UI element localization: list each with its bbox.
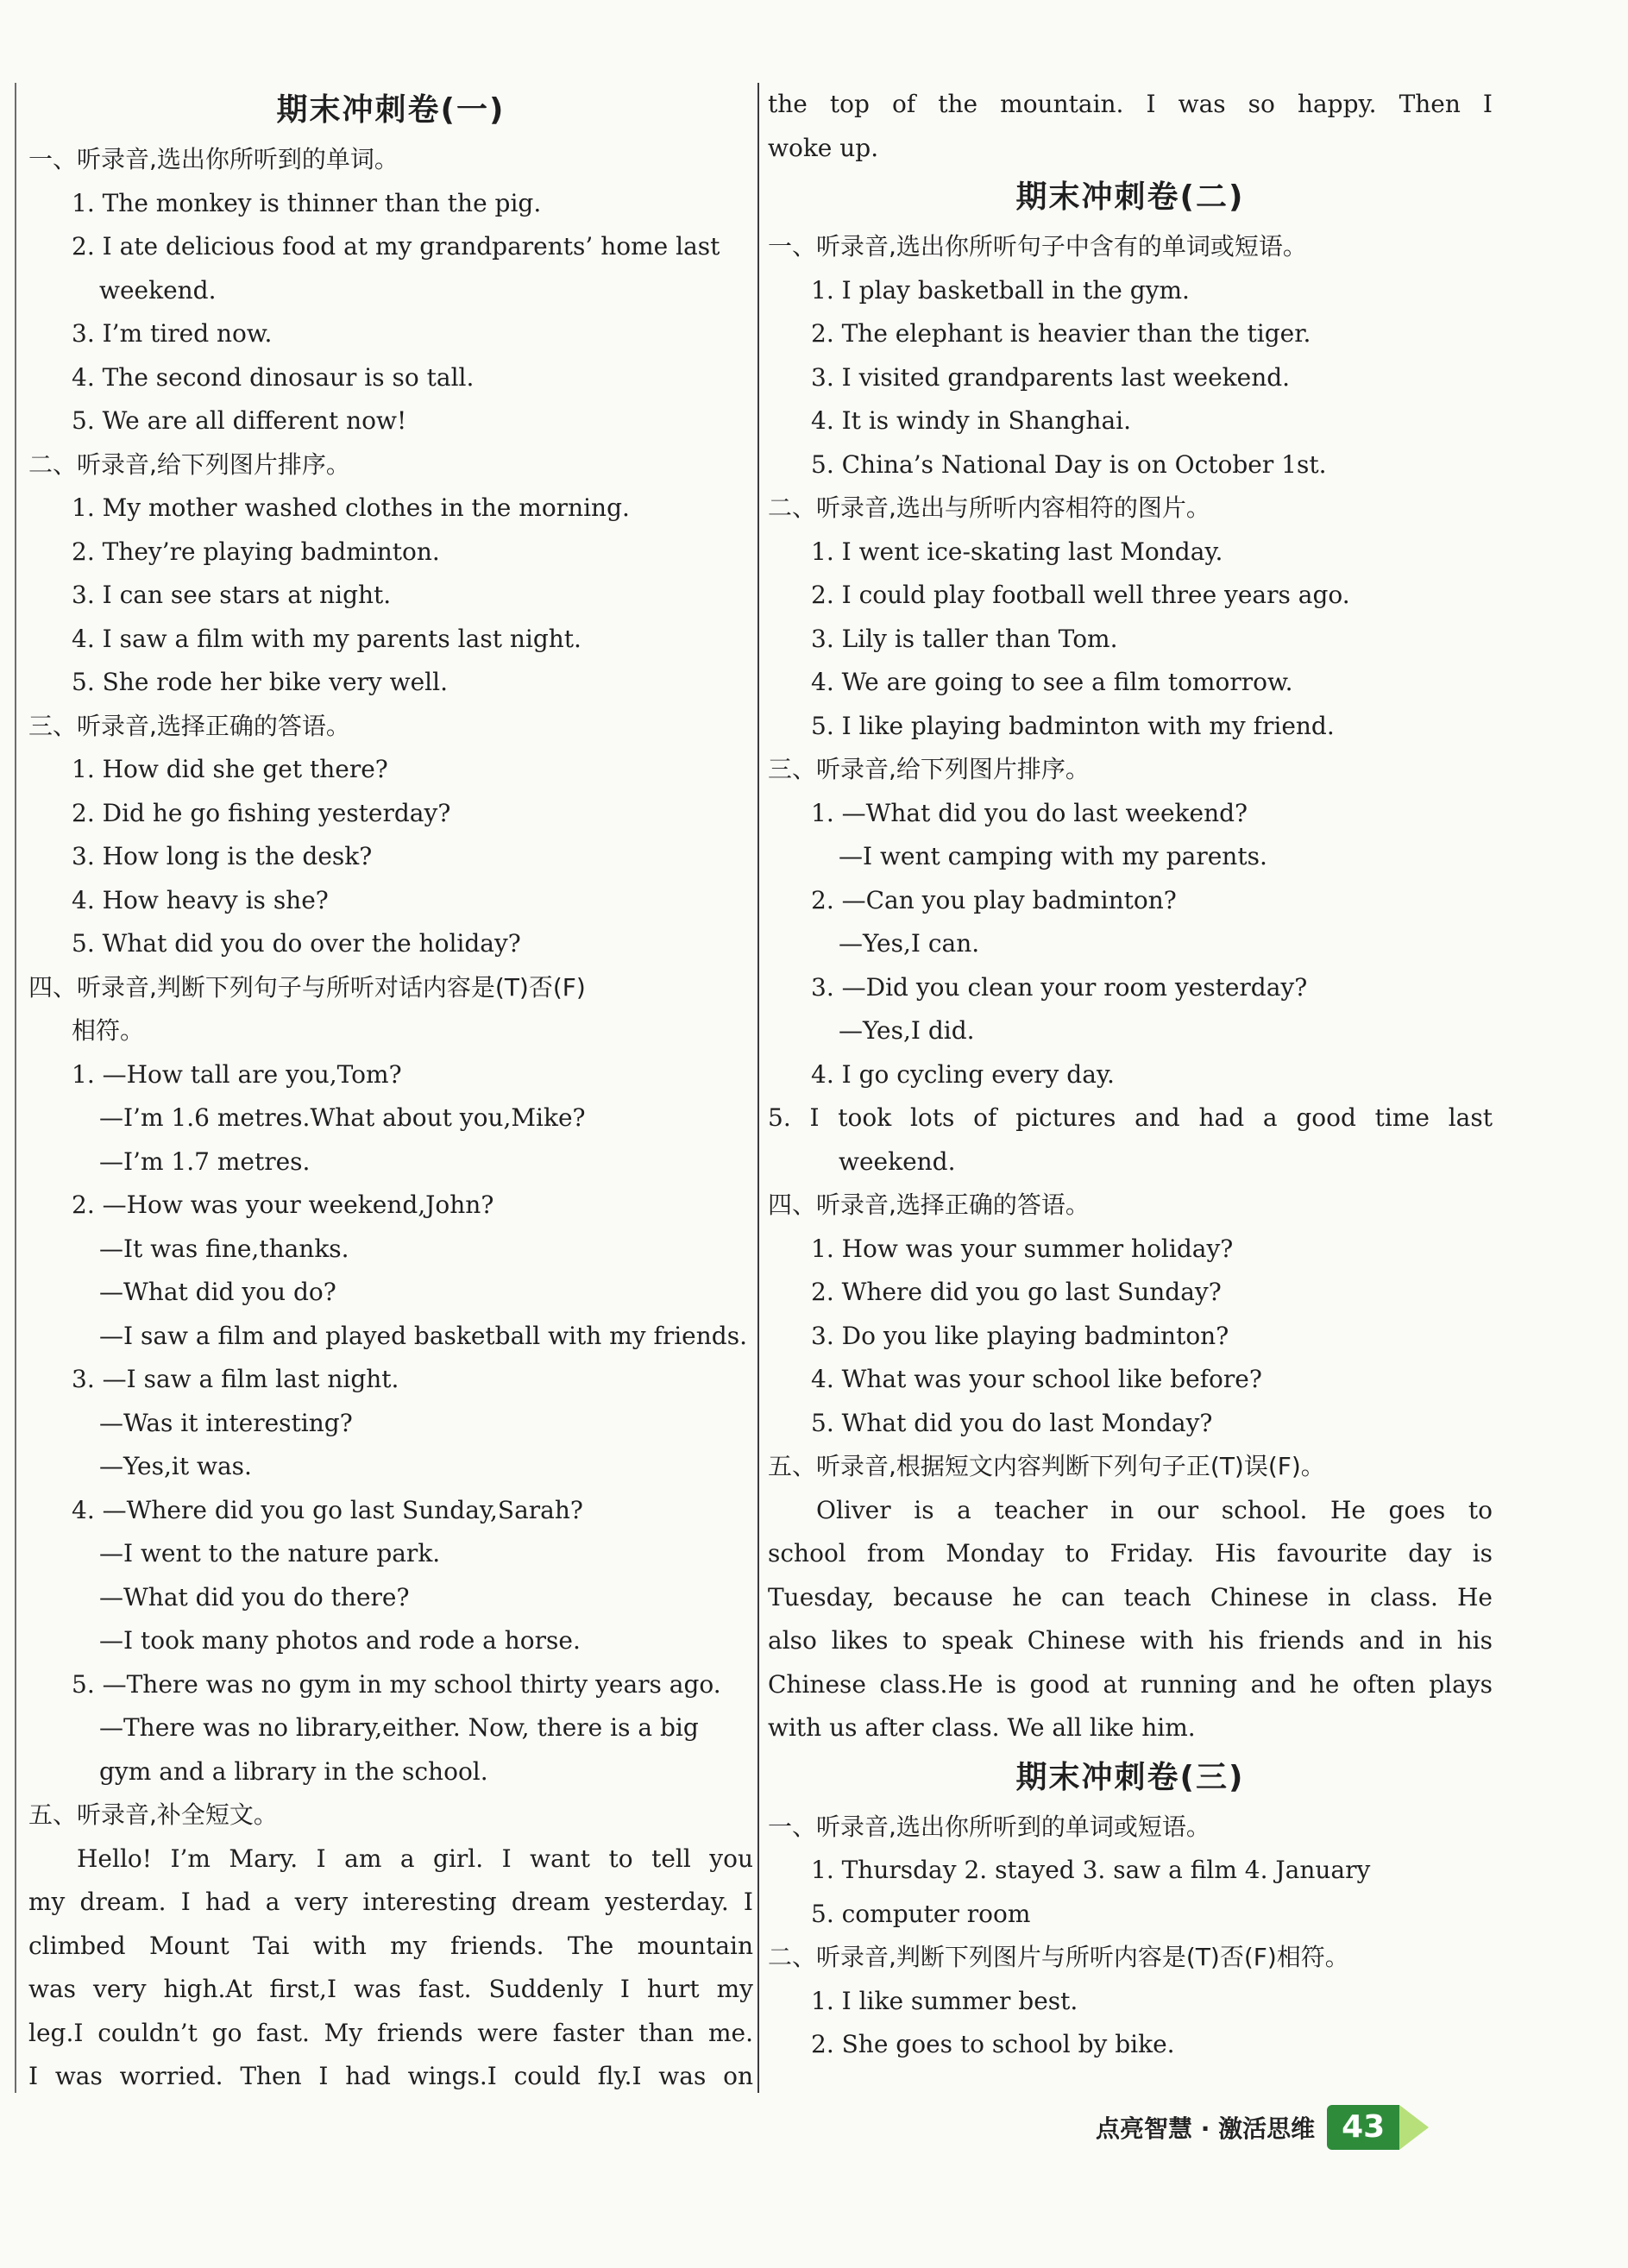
text-line: 5. What did you do over the holiday? <box>72 929 521 958</box>
page-number: 43 <box>1342 2109 1386 2145</box>
text-line: 1. I like summer best. <box>811 1986 1078 2015</box>
text-line: I was worried. Then I had wings.I could fly.I was on <box>28 2062 753 2090</box>
text-line: —I went camping with my parents. <box>839 842 1267 870</box>
section-heading: 一、听录音,选出你所听到的单词。 <box>28 145 399 173</box>
text-line: —It was fine,thanks. <box>99 1234 349 1263</box>
page-badge-tail <box>1399 2105 1429 2150</box>
text-line: Chinese class.He is good at running and he often plays <box>768 1669 1493 1699</box>
text-line: 5. She rode her bike very well. <box>72 668 448 696</box>
text-line: 2. I ate delicious food at my grandparents’ home last <box>72 232 720 261</box>
text-line: Hello! I’m Mary. I am a girl. I want to tell you <box>77 1844 753 1873</box>
text-line: 5. I like playing badminton with my friend. <box>811 711 1335 740</box>
text-line: 5. computer room <box>811 1899 1031 1928</box>
text-line: 3. I’m tired now. <box>72 319 273 348</box>
text-line: 1. —What did you do last weekend? <box>811 798 1248 827</box>
footer-slogan: 点亮智慧 · 激活思维 <box>1096 2114 1316 2143</box>
text-line: leg.I couldn’t go fast. My friends were faster than me. <box>28 2018 753 2047</box>
section-heading: 五、听录音,根据短文内容判断下列句子正(T)误(F)。 <box>768 1452 1325 1480</box>
text-line: 4. I go cycling every day. <box>811 1059 1115 1089</box>
text-line: was very high.At first,I was fast. Suddenly I hurt my <box>28 1975 753 2003</box>
left-column <box>28 83 753 2099</box>
text-line: 2. She goes to school by bike. <box>811 2030 1175 2058</box>
text-line: —I’m 1.7 metres. <box>99 1147 311 1176</box>
section-heading: 四、听录音,判断下列句子与所听对话内容是(T)否(F) <box>28 972 586 1002</box>
page-footer <box>1096 2105 1430 2150</box>
text-line: —Yes,I can. <box>839 929 980 958</box>
text-line: climbed Mount Tai with my friends. The mountain <box>28 1931 753 1960</box>
text-line: —I saw a film and played basketball with my friends. <box>99 1321 747 1350</box>
text-line: 2. I could play football well three years ago. <box>811 581 1350 609</box>
text-line: —What did you do? <box>99 1278 336 1306</box>
section-heading: 四、听录音,选择正确的答语。 <box>768 1191 1090 1219</box>
exam-title-3: 期末冲刺卷(三) <box>1015 1759 1245 1795</box>
section-heading: 一、听录音,选出你所听句子中含有的单词或短语。 <box>768 232 1307 261</box>
text-line: 2. They’re playing badminton. <box>72 537 440 566</box>
section-heading: 相符。 <box>72 1016 145 1045</box>
text-line: —There was no library,either. Now, there is a big <box>99 1713 699 1742</box>
text-line: —What did you do there? <box>99 1582 410 1611</box>
text-line: 3. I can see stars at night. <box>72 581 392 609</box>
text-line: weekend. <box>839 1147 956 1176</box>
text-line: 2. Did he go fishing yesterday? <box>72 798 451 827</box>
column-divider <box>757 83 759 2093</box>
text-line: 3. I visited grandparents last weekend. <box>811 362 1291 392</box>
text-line: 5. What did you do last Monday? <box>811 1408 1213 1437</box>
text-line: 2. —How was your weekend,John? <box>72 1191 494 1219</box>
text-line: 1. —How tall are you,Tom? <box>72 1059 402 1089</box>
text-line: with us after class. We all like him. <box>768 1713 1196 1742</box>
text-line: Tuesday, because he can teach Chinese in class. He <box>768 1582 1493 1611</box>
text-line: 1. I play basketball in the gym. <box>811 275 1190 305</box>
text-line: the top of the mountain. I was so happy. Then I <box>768 90 1493 118</box>
text-line: 2. The elephant is heavier than the tiger. <box>811 319 1311 348</box>
text-line: 5. I took lots of pictures and had a good time last <box>768 1103 1493 1132</box>
exam-1-passage-continued <box>768 83 1493 170</box>
text-line: —I took many photos and rode a horse. <box>99 1626 581 1655</box>
exam-title-2: 期末冲刺卷(二) <box>1015 179 1245 215</box>
section-heading: 五、听录音,补全短文。 <box>28 1800 278 1829</box>
section-heading: 一、听录音,选出你所听到的单词或短语。 <box>768 1812 1210 1841</box>
text-line: 1. How did she get there? <box>72 755 388 783</box>
text-line: —Was it interesting? <box>99 1408 353 1437</box>
section-heading: 三、听录音,选择正确的答语。 <box>28 711 350 740</box>
text-line: —I went to the nature park. <box>99 1539 441 1567</box>
text-line: 5. We are all different now! <box>72 406 407 435</box>
text-line: 1. Thursday 2. stayed 3. saw a film 4. January <box>811 1856 1371 1884</box>
section-heading: 二、听录音,选出与所听内容相符的图片。 <box>768 493 1210 522</box>
text-line: 5. —There was no gym in my school thirty years ago. <box>72 1669 721 1699</box>
text-line: my dream. I had a very interesting dream yesterday. I <box>28 1888 753 1916</box>
text-line: 4. I saw a film with my parents last night. <box>72 624 581 653</box>
text-line: —I’m 1.6 metres.What about you,Mike? <box>99 1103 586 1132</box>
section-heading: 二、听录音,判断下列图片与所听内容是(T)否(F)相符。 <box>768 1943 1349 1971</box>
text-line: 4. What was your school like before? <box>811 1365 1262 1393</box>
page-number-badge <box>1327 2105 1430 2150</box>
text-line: also likes to speak Chinese with his friends and in his <box>768 1626 1493 1655</box>
text-line: 2. Where did you go last Sunday? <box>811 1278 1222 1306</box>
text-line: —Yes,I did. <box>839 1016 975 1045</box>
text-line: 4. —Where did you go last Sunday,Sarah? <box>72 1495 583 1524</box>
text-line: 1. The monkey is thinner than the pig. <box>72 188 542 217</box>
text-line: 3. —I saw a film last night. <box>72 1365 399 1393</box>
text-line: 4. The second dinosaur is so tall. <box>72 362 475 392</box>
text-line: 3. Lily is taller than Tom. <box>811 624 1118 653</box>
exam-1-content <box>28 138 753 2099</box>
text-line: 1. How was your summer holiday? <box>811 1234 1234 1263</box>
exam-2-content <box>768 225 1493 1750</box>
exam-title-1: 期末冲刺卷(一) <box>276 92 506 128</box>
exam-3-content <box>768 1806 1493 2067</box>
text-line: 1. I went ice-skating last Monday. <box>811 537 1223 566</box>
text-line: 3. How long is the desk? <box>72 842 373 870</box>
text-line: 4. We are going to see a film tomorrow. <box>811 668 1293 696</box>
text-line: woke up. <box>768 133 879 162</box>
text-line: Oliver is a teacher in our school. He goes to <box>816 1495 1493 1524</box>
text-line: gym and a library in the school. <box>99 1756 488 1786</box>
text-line: weekend. <box>99 275 217 305</box>
text-line: 1. My mother washed clothes in the morning. <box>72 493 630 522</box>
right-column <box>768 83 1493 2067</box>
page-edge-line <box>15 83 16 2093</box>
text-line: 4. How heavy is she? <box>72 885 329 914</box>
text-line: school from Monday to Friday. His favourite day is <box>768 1539 1493 1567</box>
text-line: 4. It is windy in Shanghai. <box>811 406 1131 435</box>
section-heading: 二、听录音,给下列图片排序。 <box>28 449 350 479</box>
text-line: 3. —Did you clean your room yesterday? <box>811 972 1308 1002</box>
text-line: —Yes,it was. <box>99 1452 252 1480</box>
section-heading: 三、听录音,给下列图片排序。 <box>768 755 1090 783</box>
text-line: 3. Do you like playing badminton? <box>811 1321 1229 1350</box>
text-line: 2. —Can you play badminton? <box>811 885 1177 914</box>
text-line: 5. China’s National Day is on October 1st. <box>811 449 1327 479</box>
